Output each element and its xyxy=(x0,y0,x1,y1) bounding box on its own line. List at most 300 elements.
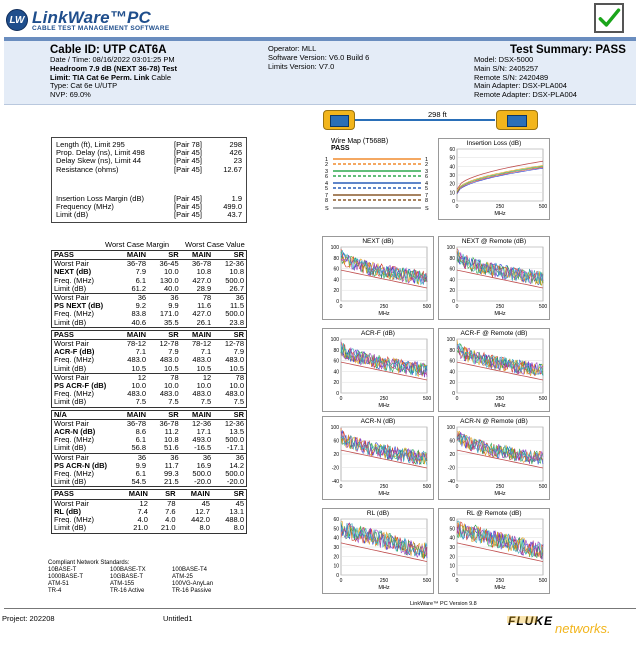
app-subtitle: CABLE TEST MANAGEMENT SOFTWARE xyxy=(32,25,170,32)
worst-case-cell: 442.0 xyxy=(191,515,210,525)
worst-case-cell: 10.8 xyxy=(164,435,179,445)
worst-case-row xyxy=(52,319,247,328)
summary-cell: [Pair 45] xyxy=(174,210,202,220)
worst-case-cell: 427.0 xyxy=(192,275,212,285)
plot-title: RL (dB) xyxy=(366,510,390,517)
group-status: PASS xyxy=(52,251,116,260)
worst-case-cell: 8.0 xyxy=(233,523,244,533)
worst-case-cell: 12 xyxy=(137,372,147,382)
plot-title: Insertion Loss (dB) xyxy=(466,140,522,147)
plot-x-label: MHz xyxy=(378,311,390,317)
worst-case-cell: Worst Pair xyxy=(54,259,89,269)
limit-suffix: Cable xyxy=(149,72,172,82)
plot-panel xyxy=(438,138,550,220)
plot-y-tick: 80 xyxy=(333,255,339,262)
worst-case-cell: 7.5 xyxy=(168,397,179,407)
plot-x-tick: 0 xyxy=(455,396,459,402)
plot-y-tick: 80 xyxy=(333,347,339,354)
footer-rule xyxy=(4,608,636,609)
worst-case-cell: 40.6 xyxy=(131,317,147,327)
plot-y-tick: 60 xyxy=(333,438,339,445)
worst-case-cell: 10.0 xyxy=(196,381,212,391)
standards-grid xyxy=(48,567,248,595)
worst-case-cell: 78 xyxy=(167,498,176,508)
plot-y-tick: -40 xyxy=(331,479,339,485)
worst-case-cell: 12 xyxy=(139,498,148,508)
summary-cell: 499.0 xyxy=(223,202,242,212)
worst-case-cell: 36 xyxy=(137,452,147,462)
wire-pin-left: 4 xyxy=(325,181,329,187)
worst-case-cell: 500.0 xyxy=(225,469,244,479)
plot-y-tick: 40 xyxy=(449,369,455,376)
info-panel xyxy=(4,41,636,105)
worst-case-cell: Freq. (MHz) xyxy=(54,309,94,319)
summary-cell: Prop. Delay (ns), Limit 498 xyxy=(56,148,145,158)
worst-case-group xyxy=(51,250,247,328)
plot-x-tick: 250 xyxy=(495,484,505,490)
worst-case-cell: 61.2 xyxy=(131,283,147,293)
worst-case-cell: 500.0 xyxy=(225,435,244,445)
worst-case-cell: 9.9 xyxy=(168,301,179,311)
summary-cell: 298 xyxy=(229,140,242,149)
plot-y-tick: 20 xyxy=(333,288,339,295)
worst-case-cell: 6.1 xyxy=(135,469,147,479)
worst-case-cell: 36-78 xyxy=(126,418,147,428)
summary-table-2 xyxy=(54,195,244,220)
wire-map xyxy=(325,138,433,218)
remote-sn: Remote S/N: 2420489 xyxy=(474,72,549,82)
plot-title: ACR-F @ Remote (dB) xyxy=(460,330,528,337)
summary-cell: Delay Skew (ns), Limit 44 xyxy=(56,156,142,166)
worst-case-cell: 7.1 xyxy=(200,347,212,357)
worst-case-cell: Worst Pair xyxy=(54,372,89,382)
worst-case-cell: 56.8 xyxy=(131,443,147,453)
plot-x-tick: 250 xyxy=(379,578,389,584)
summary-cell: Length (ft), Limit 295 xyxy=(56,140,125,149)
standard-item: 100BASE-TX xyxy=(110,567,146,573)
worst-case-cell: ACR-F (dB) xyxy=(54,347,95,357)
worst-case-cell: Worst Pair xyxy=(54,452,89,462)
worst-case-cell: NEXT (dB) xyxy=(54,267,92,277)
worst-case-cell: 78-12 xyxy=(126,339,147,349)
worst-case-cell: 54.5 xyxy=(131,477,147,487)
plot-y-tick: 50 xyxy=(333,526,339,533)
standard-item: TR-4 xyxy=(48,588,62,594)
plot-y-tick: 100 xyxy=(330,425,339,431)
worst-case-cell: 9.9 xyxy=(135,460,147,470)
plot-y-tick: 60 xyxy=(333,266,339,273)
worst-case-row xyxy=(52,444,247,453)
worst-case-cell: 493.0 xyxy=(192,435,212,445)
plot-graphic xyxy=(323,237,433,319)
summary-cell: [Pair 45] xyxy=(174,164,202,174)
wire-pin-left: S xyxy=(325,206,329,212)
summary-cell: [Pair 45] xyxy=(174,156,202,166)
worst-case-cell: 10.5 xyxy=(229,363,244,373)
main-sn: Main S/N: 2405257 xyxy=(474,63,539,73)
column-header: SR xyxy=(213,251,246,260)
group-status: PASS xyxy=(52,490,116,499)
plot-y-tick: 60 xyxy=(449,517,455,523)
summary-cell: Limit (dB) xyxy=(56,210,89,220)
worst-case-cell: 500.0 xyxy=(192,469,212,479)
plot-graphic xyxy=(439,329,549,411)
worst-case-cell: 21.5 xyxy=(164,477,179,487)
wire-pin-right: 4 xyxy=(425,181,429,187)
standard-item: ATM-51 xyxy=(48,581,69,587)
worst-case-cell: 483.0 xyxy=(192,355,212,365)
date-time: Date / Time: 08/16/2022 03:01:25 PM xyxy=(50,55,175,64)
worst-case-margin-title: Worst Case Margin xyxy=(105,240,170,249)
wire-pin-right: 8 xyxy=(425,198,429,204)
worst-case-cell: 427.0 xyxy=(192,309,212,319)
summary-cell: 12.67 xyxy=(223,164,242,174)
column-header: MAIN xyxy=(116,490,150,499)
cable-type: Type: Cat 6e U/UTP xyxy=(50,81,118,91)
column-header: SR xyxy=(148,330,181,339)
worst-case-cell: 6.1 xyxy=(135,435,147,445)
plot-x-tick: 0 xyxy=(339,396,343,402)
worst-case-cell: 7.5 xyxy=(200,397,212,407)
plot-title: RL @ Remote (dB) xyxy=(466,510,522,517)
wire-map-graphic xyxy=(325,155,433,217)
worst-case-cell: -17.1 xyxy=(226,443,244,453)
worst-case-cell: 8.6 xyxy=(135,427,147,437)
worst-case-cell: 12 xyxy=(202,372,212,382)
worst-case-cell: 26.1 xyxy=(196,317,212,327)
plot-x-tick: 500 xyxy=(538,578,548,584)
plot-y-tick: -20 xyxy=(447,465,455,472)
headroom: Headroom 7.9 dB (NEXT 36-78) Test xyxy=(50,63,177,73)
plot-x-tick: 250 xyxy=(495,396,505,402)
plot-y-tick: 10 xyxy=(333,563,339,570)
worst-case-cell: 7.5 xyxy=(135,397,147,407)
wire-pin-right: 7 xyxy=(425,193,429,199)
plot-graphic xyxy=(323,509,433,593)
plot-y-tick: 50 xyxy=(449,526,455,533)
worst-case-cell: 7.4 xyxy=(137,506,148,516)
worst-case-cell: 483.0 xyxy=(127,389,147,399)
worst-case-cell: Freq. (MHz) xyxy=(54,469,94,479)
standard-item: 10GBASE-T xyxy=(110,574,144,580)
worst-case-cell: 78 xyxy=(202,293,212,303)
worst-case-header xyxy=(52,410,247,419)
worst-case-cell: 36-78 xyxy=(192,259,212,269)
plot-y-tick: 60 xyxy=(449,358,455,365)
worst-case-cell: Worst Pair xyxy=(54,339,89,349)
plot-graphic xyxy=(439,417,549,499)
standard-item: 10BASE-T xyxy=(48,567,77,573)
plot-y-tick: 0 xyxy=(336,299,339,305)
standard-item: TR-16 Passive xyxy=(172,588,212,594)
fluke-mark-icon xyxy=(507,616,537,623)
worst-case-cell: 6.1 xyxy=(135,275,147,285)
plot-title: NEXT @ Remote (dB) xyxy=(461,238,527,245)
worst-case-cell: 21.0 xyxy=(133,523,148,533)
plot-y-tick: 20 xyxy=(333,380,339,387)
worst-case-cell: 483.0 xyxy=(159,355,179,365)
plot-y-tick: 40 xyxy=(333,277,339,284)
link-length: 298 ft xyxy=(428,110,447,119)
column-header: MAIN xyxy=(181,251,214,260)
plot-x-tick: 0 xyxy=(455,204,459,210)
plot-graphic xyxy=(323,329,433,411)
plot-y-tick: 0 xyxy=(452,299,455,305)
worst-case-cell: 23.8 xyxy=(229,317,244,327)
wire-pin-right: S xyxy=(425,206,429,212)
plot-y-tick: 60 xyxy=(333,517,339,523)
plot-y-tick: 0 xyxy=(336,573,339,579)
plot-x-tick: 500 xyxy=(538,484,548,490)
worst-case-cell: Limit (dB) xyxy=(54,477,87,487)
worst-case-cell: 45 xyxy=(235,498,244,508)
plot-y-tick: 50 xyxy=(449,155,455,162)
plot-y-tick: 20 xyxy=(449,452,455,458)
summary-cell: [Pair 78] xyxy=(174,140,202,149)
worst-case-cell: 483.0 xyxy=(225,355,244,365)
plot-y-tick: 20 xyxy=(449,181,455,188)
worst-case-cell: 130.0 xyxy=(159,275,179,285)
plot-y-tick: 20 xyxy=(449,380,455,387)
plot-y-tick: 60 xyxy=(449,266,455,273)
plot-x-label: MHz xyxy=(378,491,390,497)
plot-y-tick: 0 xyxy=(336,391,339,397)
summary-box xyxy=(51,137,247,223)
plot-x-tick: 250 xyxy=(495,578,505,584)
wire-map-status: PASS xyxy=(331,145,350,152)
worst-case-cell: 51.6 xyxy=(164,443,179,453)
worst-case-cell: 7.9 xyxy=(168,347,179,357)
plot-y-tick: 0 xyxy=(452,391,455,397)
column-header: MAIN xyxy=(116,410,149,419)
plot-graphic xyxy=(439,139,549,219)
plot-y-tick: 80 xyxy=(449,255,455,262)
main-adapter: Main Adapter: DSX-PLA004 xyxy=(474,81,567,91)
worst-case-cell: 36 xyxy=(235,293,244,303)
plot-x-tick: 250 xyxy=(495,204,505,210)
plot-y-tick: 20 xyxy=(449,288,455,295)
wire-pin-right: 3 xyxy=(425,169,429,175)
worst-case-cell: 483.0 xyxy=(127,355,147,365)
worst-case-cell: 10.8 xyxy=(196,267,212,277)
worst-case-cell: 11.2 xyxy=(164,427,179,437)
summary-cell: [Pair 45] xyxy=(174,194,202,203)
worst-case-cell: 12-36 xyxy=(192,418,212,428)
worst-case-cell: 78-12 xyxy=(192,339,212,349)
worst-case-cell: 4.0 xyxy=(165,515,176,525)
plot-y-tick: 20 xyxy=(333,452,339,458)
worst-case-cell: 10.0 xyxy=(164,267,179,277)
worst-case-cell: 36 xyxy=(170,452,179,462)
worst-case-cell: RL (dB) xyxy=(54,506,81,516)
plot-title: ACR-N @ Remote (dB) xyxy=(460,418,528,425)
worst-case-cell: 78 xyxy=(170,372,179,382)
plot-panel xyxy=(322,236,434,320)
worst-case-cell: 28.9 xyxy=(196,283,212,293)
test-summary: Test Summary: PASS xyxy=(510,44,626,56)
worst-case-cell: Limit (dB) xyxy=(54,523,87,533)
plot-x-label: MHz xyxy=(494,311,506,317)
wire-pin-left: 5 xyxy=(325,186,329,192)
plot-y-tick: 0 xyxy=(452,199,455,205)
plot-x-tick: 500 xyxy=(422,396,432,402)
worst-case-cell: 7.5 xyxy=(233,397,244,407)
worst-case-header xyxy=(52,490,247,499)
plot-panel xyxy=(322,328,434,412)
project-label: Project: 202208 xyxy=(2,614,55,623)
column-header: MAIN xyxy=(181,330,214,339)
worst-case-cell: 36 xyxy=(235,452,244,462)
plot-x-tick: 250 xyxy=(495,304,505,310)
plot-y-tick: 100 xyxy=(446,245,455,251)
column-header: MAIN xyxy=(178,490,212,499)
wire-pin-right: 1 xyxy=(425,157,429,163)
worst-case-cell: 12-78 xyxy=(159,339,179,349)
standard-item: 1000BASE-T xyxy=(48,574,84,580)
model: Model: DSX-5000 xyxy=(474,55,534,64)
plot-y-tick: 100 xyxy=(330,245,339,251)
plot-x-label: MHz xyxy=(378,585,390,591)
standard-item: ATM-25 xyxy=(172,574,193,580)
plot-y-tick: 30 xyxy=(449,173,455,179)
worst-case-cell: 11.7 xyxy=(164,460,179,470)
plot-graphic xyxy=(323,417,433,499)
plot-x-tick: 0 xyxy=(339,484,343,490)
worst-case-cell: 8.0 xyxy=(199,523,210,533)
worst-case-cell: 14.2 xyxy=(229,460,244,470)
worst-case-cell: Limit (dB) xyxy=(54,283,87,293)
worst-case-cell: 12-36 xyxy=(224,259,244,269)
worst-case-cell: 10.0 xyxy=(229,381,244,391)
plot-y-tick: -20 xyxy=(331,465,339,472)
worst-case-row xyxy=(52,524,247,533)
worst-case-cell: 13.1 xyxy=(229,506,244,516)
worst-case-cell: 83.8 xyxy=(131,309,147,319)
column-header: MAIN xyxy=(116,330,149,339)
worst-case-cell: 500.0 xyxy=(225,309,244,319)
plot-panel xyxy=(438,236,550,320)
summary-cell: 1.9 xyxy=(231,194,242,203)
plot-y-tick: 40 xyxy=(333,535,339,542)
plot-panel xyxy=(438,508,550,594)
worst-case-cell: 10.5 xyxy=(164,363,179,373)
plot-title: ACR-N (dB) xyxy=(360,418,396,425)
worst-case-cell: Limit (dB) xyxy=(54,363,87,373)
summary-cell: Resistance (ohms) xyxy=(56,164,119,174)
column-header: MAIN xyxy=(116,251,149,260)
worst-case-cell: 483.0 xyxy=(225,389,244,399)
worst-case-cell: 35.5 xyxy=(164,317,179,327)
worst-case-cell: 45 xyxy=(201,498,210,508)
worst-case-cell: 36 xyxy=(170,293,179,303)
worst-case-cell: 12-36 xyxy=(224,418,244,428)
plot-y-tick: 20 xyxy=(333,554,339,561)
worst-case-row xyxy=(52,398,247,407)
wire-pin-left: 2 xyxy=(325,162,329,168)
plot-y-tick: 10 xyxy=(449,190,455,197)
plot-x-tick: 250 xyxy=(379,304,389,310)
plot-title: ACR-F (dB) xyxy=(361,330,395,337)
wire-pin-left: 1 xyxy=(325,157,329,163)
summary-cell: 23 xyxy=(233,156,242,166)
plot-x-label: MHz xyxy=(378,403,390,409)
plot-y-tick: 100 xyxy=(446,337,455,343)
wire-pin-left: 3 xyxy=(325,169,329,175)
worst-case-cell: 9.2 xyxy=(135,301,147,311)
fluke-logo-text: FLUKE xyxy=(508,614,553,628)
column-header: MAIN xyxy=(181,410,214,419)
worst-case-cell: 12-78 xyxy=(224,339,244,349)
worst-case-cell: PS ACR-N (dB) xyxy=(54,460,108,470)
worst-case-cell: Freq. (MHz) xyxy=(54,275,94,285)
remote-adapter: Remote Adapter: DSX-PLA004 xyxy=(474,90,577,100)
plot-y-tick: -40 xyxy=(447,479,455,485)
worst-case-cell: 171.0 xyxy=(159,309,179,319)
plot-graphic xyxy=(439,237,549,319)
summary-cell: Insertion Loss Margin (dB) xyxy=(56,194,144,203)
worst-case-cell: Limit (dB) xyxy=(54,397,87,407)
standard-item: 100BASE-T4 xyxy=(172,567,208,573)
worst-case-cell: -16.5 xyxy=(194,443,212,453)
plot-x-tick: 0 xyxy=(339,578,343,584)
column-header: SR xyxy=(213,410,246,419)
worst-case-cell: 78 xyxy=(235,372,244,382)
nvp: NVP: 69.0% xyxy=(50,90,91,100)
standard-item: ATM-155 xyxy=(110,581,135,587)
group-status: PASS xyxy=(52,330,116,339)
plot-x-tick: 500 xyxy=(422,484,432,490)
worst-case-group xyxy=(51,489,247,533)
plot-y-tick: 0 xyxy=(452,573,455,579)
worst-case-cell: 10.5 xyxy=(131,363,147,373)
plot-graphic xyxy=(439,509,549,593)
group-status: N/A xyxy=(52,410,116,419)
tester-main-device xyxy=(323,110,355,130)
limits-version: Limits Version: V7.0 xyxy=(268,61,335,71)
worst-case-cell: 16.9 xyxy=(196,460,212,470)
worst-case-cell: 7.6 xyxy=(165,506,176,516)
cable-id: Cable ID: UTP CAT6A xyxy=(50,44,167,56)
plot-y-tick: 10 xyxy=(449,563,455,570)
worst-case-cell: 488.0 xyxy=(225,515,244,525)
plot-x-tick: 0 xyxy=(339,304,343,310)
plot-y-tick: 40 xyxy=(449,277,455,284)
summary-cell: 426 xyxy=(229,148,242,158)
plot-y-tick: 60 xyxy=(449,438,455,445)
networks-logo-text: networks. xyxy=(555,621,611,636)
summary-row xyxy=(54,166,244,174)
standard-item: TR-16 Active xyxy=(110,588,145,594)
plot-y-tick: 30 xyxy=(449,545,455,551)
worst-case-cell: Limit (dB) xyxy=(54,317,87,327)
plot-y-tick: 20 xyxy=(449,554,455,561)
plot-x-tick: 0 xyxy=(455,484,459,490)
worst-case-cell: 11.5 xyxy=(229,301,244,311)
file-label: Untitled1 xyxy=(163,614,193,623)
summary-cell: [Pair 45] xyxy=(174,148,202,158)
summary-cell: 43.7 xyxy=(227,210,242,220)
worst-case-group xyxy=(51,330,247,408)
worst-case-tables xyxy=(51,250,247,536)
worst-case-cell: Limit (dB) xyxy=(54,443,87,453)
plot-x-tick: 0 xyxy=(455,578,459,584)
worst-case-cell: 11.6 xyxy=(197,301,212,311)
limit-label: Limit: TIA Cat 6e Perm. Link xyxy=(50,72,150,82)
worst-case-cell: Freq. (MHz) xyxy=(54,435,94,445)
column-header: SR xyxy=(212,490,247,499)
worst-case-cell: 483.0 xyxy=(192,389,212,399)
worst-case-cell: 13.5 xyxy=(229,427,244,437)
